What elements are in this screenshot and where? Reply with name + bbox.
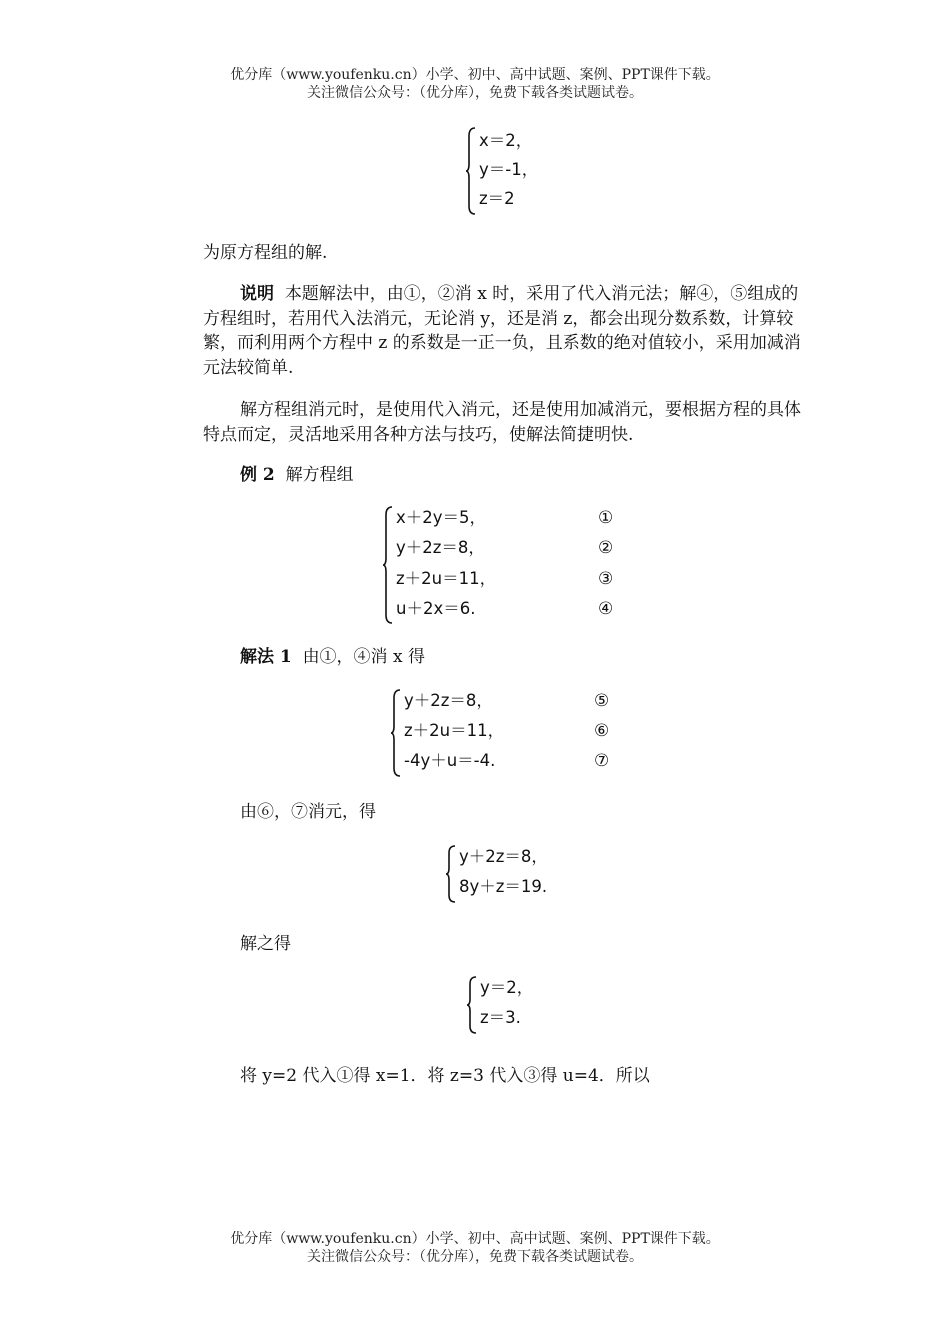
final-step-text: 将 y=2 代入①得 x=1．将 z=3 代入③得 u=4．所以 bbox=[240, 1066, 650, 1086]
footer-line-2: 关注微信公众号：（优分库），免费下载各类试题试卷。 bbox=[307, 1249, 643, 1265]
derived-equation: z＋2u＝11， bbox=[404, 721, 505, 740]
method-paragraph: 解方程组消元时，是使用代入消元，还是使用加减消元，要根据方程的具体特点而定，灵活地采用各种方法与技巧，使解法简捷明快. bbox=[203, 400, 801, 445]
reduced-equation: 8y＋z＝19. bbox=[459, 877, 548, 896]
page-footer bbox=[0, 1230, 950, 1266]
footer-line-1: 优分库（www.youfenku.cn）小学、初中、高中试题、案例、PPT课件下载。 bbox=[230, 1231, 720, 1247]
example-system bbox=[382, 505, 632, 625]
yz-solution-equation: z＝3. bbox=[480, 1008, 521, 1027]
brace-icon bbox=[466, 975, 478, 1035]
equation-number: ① bbox=[598, 508, 614, 528]
solution-system bbox=[465, 126, 585, 216]
method-1-title: 解法 1 bbox=[240, 647, 292, 667]
example-equation: x＋2y＝5， bbox=[396, 508, 487, 527]
note-title: 说明 bbox=[240, 284, 274, 304]
brace-icon bbox=[465, 126, 477, 216]
solution-equation: z＝2 bbox=[479, 189, 515, 208]
example-2-heading bbox=[240, 463, 354, 487]
page-header bbox=[0, 66, 950, 102]
derived-equation: y＋2z＝8， bbox=[404, 691, 493, 710]
example-2-title: 例 2 bbox=[240, 465, 275, 485]
solution-equation: y＝-1， bbox=[479, 160, 539, 179]
equation-number: ⑥ bbox=[594, 721, 610, 741]
example-equation: z＋2u＝11， bbox=[396, 569, 497, 588]
derived-system bbox=[390, 688, 630, 778]
example-2-text: 解方程组 bbox=[285, 465, 354, 485]
reduced-system bbox=[445, 844, 585, 904]
equation-number: ② bbox=[598, 538, 614, 558]
derived-equation: -4y＋u＝-4. bbox=[404, 751, 496, 770]
header-line-2: 关注微信公众号：（优分库），免费下载各类试题试卷。 bbox=[307, 85, 643, 101]
solution-equation: x＝2， bbox=[479, 131, 533, 150]
equation-number: ④ bbox=[598, 599, 614, 619]
step-3-text: 解之得 bbox=[240, 934, 291, 954]
example-equation: u＋2x＝6. bbox=[396, 599, 476, 618]
brace-icon bbox=[445, 844, 457, 904]
brace-icon bbox=[390, 688, 402, 778]
step-2-text: 由⑥，⑦消元，得 bbox=[240, 802, 376, 822]
equation-number: ⑤ bbox=[594, 691, 610, 711]
yz-solution-equation: y＝2， bbox=[480, 978, 534, 997]
note-paragraph bbox=[203, 282, 803, 380]
solution-tail: 为原方程组的解. bbox=[203, 243, 328, 263]
method-1-text: 由①，④消 x 得 bbox=[302, 647, 425, 667]
header-line-1: 优分库（www.youfenku.cn）小学、初中、高中试题、案例、PPT课件下载。 bbox=[230, 67, 720, 83]
note-text: 本题解法中，由①，②消 x 时，采用了代入消元法；解④，⑤组成的方程组时，若用代入法消元，无论消 y，还是消 z，都会出现分数系数，计算较繁，而利用两个方程中 z 的系数是一正一负，且系数的绝对值较小，采用加减消元法较简单. bbox=[203, 284, 801, 378]
equation-number: ③ bbox=[598, 569, 614, 589]
example-equation: y＋2z＝8， bbox=[396, 538, 485, 557]
reduced-equation: y＋2z＝8， bbox=[459, 847, 548, 866]
equation-number: ⑦ bbox=[594, 751, 610, 771]
brace-icon bbox=[382, 505, 394, 625]
method-1-heading bbox=[240, 645, 425, 669]
yz-solution-system bbox=[466, 975, 566, 1035]
